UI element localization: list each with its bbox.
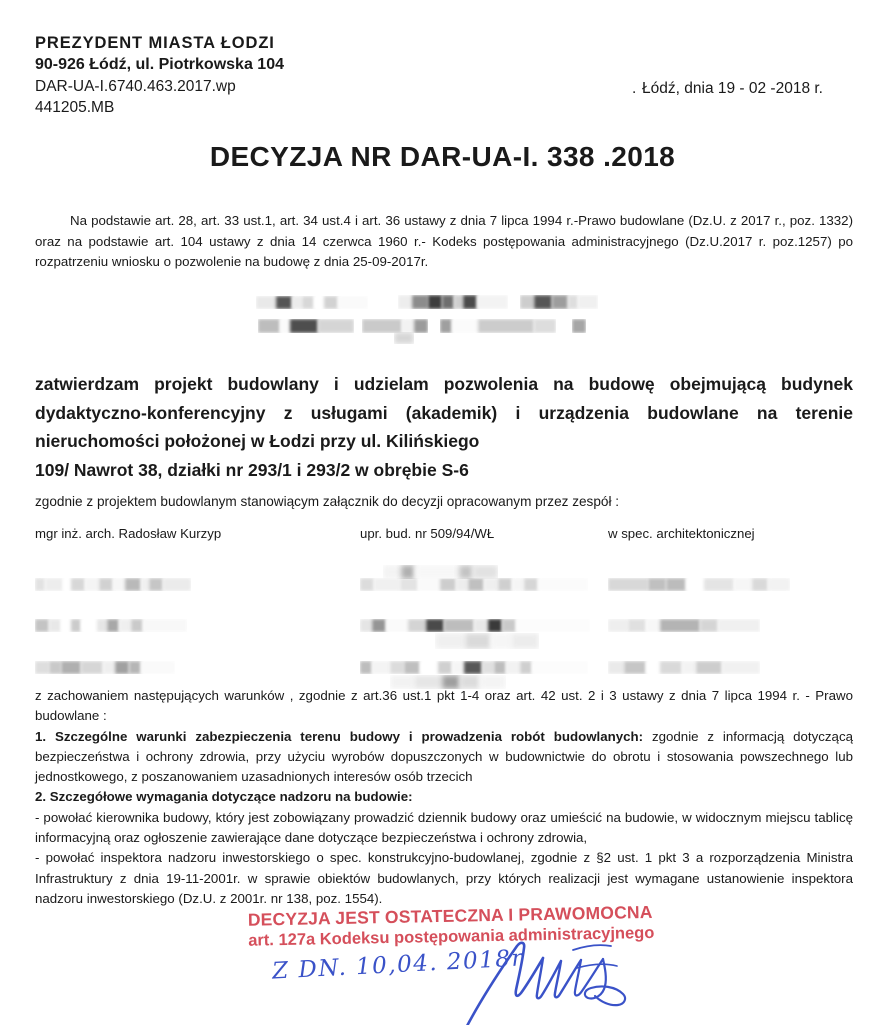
date-text: Łódź, dnia 19 - 02 -2018 r. [642,80,823,97]
condition-2-bullet-1: - powołać kierownika budowy, który jest zobowiązany prowadzić dziennik budowy oraz umieścić na budowie, w widocznym miejscu tablicę informacyjną oraz ogłoszenie zawierające dane dotyczące bezpieczeństwa i ochrony zdrowia, [35,809,853,846]
redaction-bar [435,633,539,649]
date-leading-dot: . [632,80,637,97]
condition-2-bullet-2: - powołać inspektora nadzoru inwestorskiego o spec. konstrukcyjno-budowlanej, zgodnie z §2 ust. 1 pkt 3 a rozporządzenia Ministra Infrastruktury z dnia 19-11-2001r. w sprawie obiektów budowlanych, przy których realizacji jest wymagane ustanowienie inspektora nadzoru inwestorskiego (Dz.U. z 2001r. nr 138, poz. 1554). [35,850,853,906]
legal-basis-paragraph: Na podstawie art. 28, art. 33 ust.1, art. 34 ust.4 i art. 36 ustawy z dnia 7 lipca 1994 r.-Prawo budowlane (Dz.U. z 2017 r., poz. 1332) oraz na podstawie art. 104 ustawy z dnia 14 czerwca 1960 r.- Kodeks postępowania administracyjnego (Dz.U.2017 r. poz.1257) po rozpatrzeniu wniosku o pozwolenie na budowę z dnia 25-09-2017r. [35,213,853,269]
issuing-authority: PREZYDENT MIASTA ŁODZI [35,34,275,52]
handwritten-date: Z DN. 10,04. 2018r [271,945,525,985]
letterhead [35,33,555,118]
redaction-bar [608,619,760,632]
designer-speciality: w spec. architektonicznej [608,526,755,541]
signature-mark [455,938,655,1025]
date-line [632,80,823,98]
redaction-bar [608,661,760,674]
table-row [35,564,853,605]
table-row [35,525,853,564]
condition-1-heading: 1. Szczególne warunki zabezpieczenia terenu budowy i prowadzenia robót budowlanych: [35,728,644,744]
designer-name: mgr inż. arch. Radosław Kurzyp [35,526,222,541]
redaction-bar [383,565,498,579]
conditions-intro: z zachowaniem następujących warunków , zgodnie z art.36 ust.1 pkt 1-4 oraz art. 42 ust. 2 i 3 ustawy z dnia 7 lipca 1994 r. - Prawo budowlane : [35,688,853,724]
grant-text: zatwierdzam projekt budowlany i udzielam pozwolenia na budowę obejmującą budynek dydaktyczno-konferencyjny z usługami (akademik) i urządzenia budowlane na terenie nieruchomości położonej w Łodzi przy ul. Kilińskiego [35,374,853,451]
stamp-line-1: DECYZJA JEST OSTATECZNA I PRAWOMOCNA [247,901,653,930]
redaction-bar [608,578,790,591]
page-title: DECYZJA NR DAR-UA-I. 338 .2018 [209,141,676,172]
stamp-line-2: art. 127a Kodeksu postępowania administracyjnego [248,923,655,950]
redaction-bar [35,619,187,632]
authority-address: 90-926 Łódź, ul. Piotrkowska 104 [35,56,284,73]
redaction-bar [572,319,586,333]
table-row [35,605,853,649]
redaction-bar [360,619,590,632]
redaction-bar [394,332,414,344]
condition-1-body: zgodnie z informacją dotyczącą bezpieczeństwa i ochrony zdrowia, przy użyciu wyrobów dopuszczonych w budownictwie do obrotu i stosowania powszechnego lub jednostkowego, z poszanowaniem uzasadnionych interesów osób trzecich [35,728,853,785]
redaction-bar [256,296,368,309]
designers-table [35,525,853,689]
redaction-bar [360,578,588,591]
designer-licence: upr. bud. nr 509/94/WŁ [360,526,495,541]
grant-last-line: 109/ Nawrot 38, działki nr 293/1 i 293/2 w obrębie S-6 [35,459,469,480]
table-row [35,649,853,689]
condition-item-1 [35,727,853,788]
redaction-bar [258,319,354,333]
condition-2-heading: 2. Szczegółowe wymagania dotyczące nadzoru na budowie: [35,789,413,805]
conditions-section [35,686,853,909]
redaction-bar [360,661,588,674]
case-number: DAR-UA-I.6740.463.2017.wp [35,78,236,95]
redaction-bar [35,661,175,674]
redaction-bar [35,578,191,591]
redaction-bar [440,319,556,333]
redaction-bar [398,295,508,309]
conformity-line: zgodnie z projektem budowlanym stanowiącym załącznik do decyzji opracowanym przez zespół : [35,494,620,509]
reference-number: 441205.MB [35,99,115,116]
grant-statement [35,370,853,484]
redaction-bar [520,295,598,309]
redaction-bar [362,319,428,333]
